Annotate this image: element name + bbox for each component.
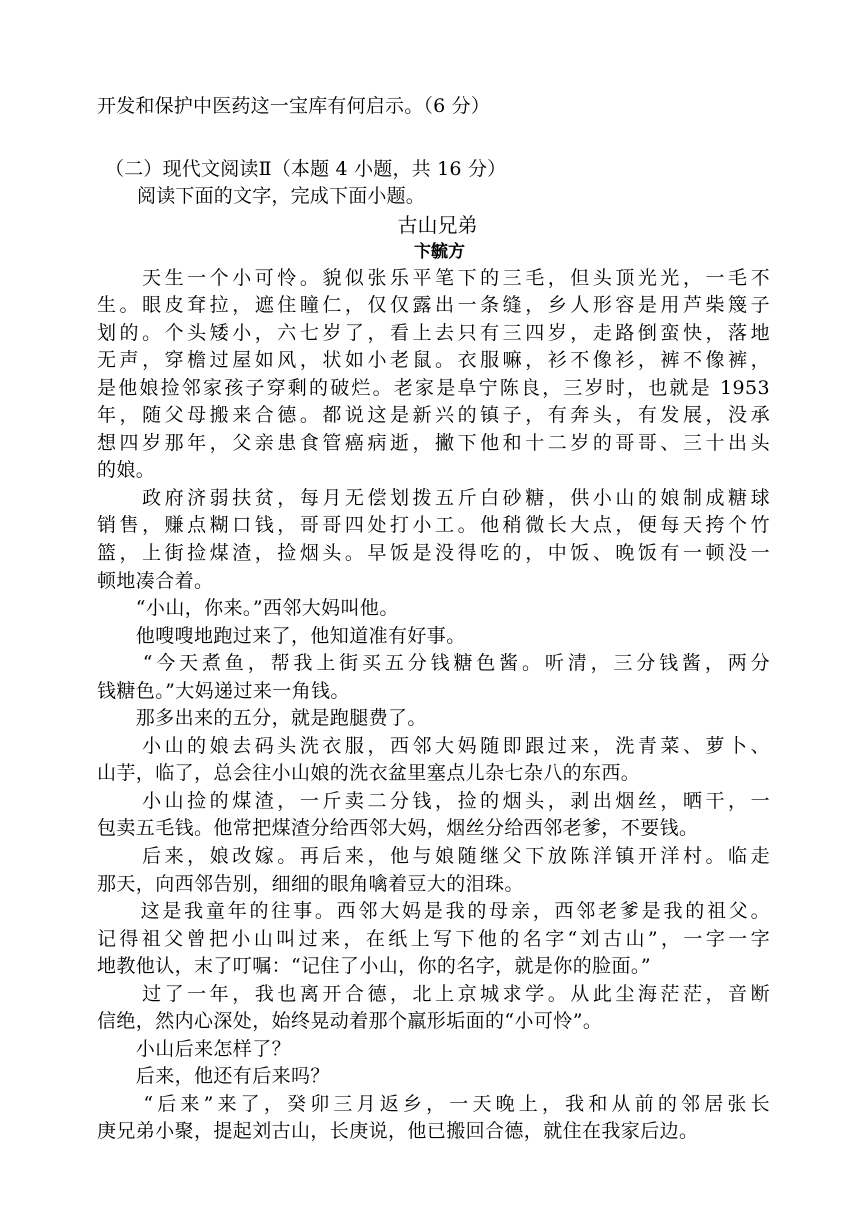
paragraph-line: 划的。个头矮小，六七岁了，看上去只有三四岁，走路倒蛮快，落地 bbox=[97, 321, 770, 344]
article-paragraph bbox=[97, 981, 770, 1036]
paragraph-line: 生。眼皮耷拉，遮住瞳仁，仅仅露出一条缝，乡人形容是用芦柴篾子 bbox=[97, 294, 770, 317]
article-title: 古山兄弟 bbox=[397, 212, 478, 237]
article-paragraph bbox=[97, 843, 770, 898]
paragraph-line: 无声，穿檐过屋如风，状如小老鼠。衣服嘛，衫不像衫，裤不像裤， bbox=[97, 349, 770, 372]
article-paragraph bbox=[97, 788, 770, 843]
article-paragraph bbox=[97, 265, 770, 485]
paragraph-line: “后来”来了，癸卯三月返乡，一天晚上，我和从前的邻居张长 bbox=[97, 1092, 770, 1115]
paragraph-line: 政府济弱扶贫，每月无偿划拨五斤白砂糖，供小山的娘制成糖球 bbox=[97, 486, 770, 509]
paragraph-line: 包卖五毛钱。他常把煤渣分给西邻大妈，烟丝分给西邻老爹，不要钱。 bbox=[97, 817, 699, 840]
paragraph-line: 想四岁那年，父亲患食管癌病逝，撇下他和十二岁的哥哥、三十出头 bbox=[97, 431, 770, 454]
article-author: 卞毓方 bbox=[414, 241, 465, 262]
reading-instruction: 阅读下面的文字，完成下面小题。 bbox=[137, 185, 426, 207]
section-heading: （二）现代文阅读Ⅱ（本题 4 小题，共 16 分） bbox=[105, 157, 507, 180]
article-paragraph bbox=[97, 898, 770, 981]
paragraph-line: 小山捡的煤渣，一斤卖二分钱，捡的烟头，剥出烟丝，晒干，一 bbox=[97, 789, 770, 812]
article-paragraph bbox=[97, 705, 770, 733]
paragraph-line: 庚兄弟小聚，提起刘古山，长庚说，他已搬回合德，就住在我家后边。 bbox=[97, 1120, 699, 1143]
paragraph-line: 后来，娘改嫁。再后来，他与娘随继父下放陈洋镇开洋村。临走 bbox=[97, 844, 770, 867]
paragraph-line: 后来，他还有后来吗？ bbox=[97, 1065, 330, 1088]
article-paragraph bbox=[97, 1091, 770, 1146]
paragraph-line: 那多出来的五分，就是跑腿费了。 bbox=[97, 707, 427, 730]
paragraph-line: 是他娘捡邻家孩子穿剩的破烂。老家是阜宁陈良，三岁时，也就是 1953 bbox=[97, 376, 770, 399]
article-paragraph bbox=[97, 733, 770, 788]
paragraph-line: 小山后来怎样了？ bbox=[97, 1037, 292, 1060]
paragraph-line: 记得祖父曾把小山叫过来，在纸上写下他的名字“刘古山”，一字一字 bbox=[97, 927, 770, 950]
paragraph-line: 这是我童年的往事。西邻大妈是我的母亲，西邻老爹是我的祖父。 bbox=[97, 900, 770, 923]
paragraph-line: 他嗖嗖地跑过来了，他知道准有好事。 bbox=[97, 624, 466, 647]
article-paragraph bbox=[97, 485, 770, 595]
paragraph-line: “今天煮鱼，帮我上街买五分钱糖色酱。听清，三分钱酱，两分 bbox=[97, 652, 770, 675]
paragraph-line: 篮，上街捡煤渣，捡烟头。早饭是没得吃的，中饭、晚饭有一顿没一 bbox=[97, 541, 770, 564]
paragraph-line: 过了一年，我也离开合德，北上京城求学。从此尘海茫茫，音断 bbox=[97, 982, 770, 1005]
article-paragraph bbox=[97, 650, 770, 705]
paragraph-line: 钱糖色。”大妈递过来一角钱。 bbox=[97, 679, 350, 702]
article-paragraph bbox=[97, 1036, 770, 1064]
paragraph-line: “小山，你来。”西邻大妈叫他。 bbox=[97, 597, 399, 620]
paragraph-line: 顿地凑合着。 bbox=[97, 569, 214, 592]
article-paragraph bbox=[97, 1063, 770, 1091]
paragraph-line: 那天，向西邻告别，细细的眼角噙着豆大的泪珠。 bbox=[97, 872, 524, 895]
question-text-line: 开发和保护中医药这一宝库有何启示。（6 分） bbox=[97, 95, 491, 117]
article-paragraph bbox=[97, 595, 770, 623]
paragraph-line: 年，随父母搬来合德。都说这是新兴的镇子，有奔头，有发展，没承 bbox=[97, 404, 770, 427]
paragraph-line: 山芋，临了，总会往小山娘的洗衣盆里塞点儿杂七杂八的东西。 bbox=[97, 762, 641, 785]
paragraph-line: 的娘。 bbox=[97, 459, 156, 482]
article-body bbox=[97, 265, 770, 1147]
paragraph-line: 地教他认，末了叮嘱：“记住了小山，你的名字，就是你的脸面。” bbox=[97, 955, 651, 978]
paragraph-line: 销售，赚点糊口钱，哥哥四处打小工。他稍微长大点，便每天挎个竹 bbox=[97, 514, 770, 537]
paragraph-line: 小山的娘去码头洗衣服，西邻大妈随即跟过来，洗青菜、萝卜、 bbox=[97, 734, 770, 757]
paragraph-line: 天生一个小可怜。貌似张乐平笔下的三毛，但头顶光光，一毛不 bbox=[97, 266, 770, 289]
paragraph-line: 信绝，然内心深处，始终晃动着那个羸形垢面的“小可怜”。 bbox=[97, 1010, 603, 1033]
article-paragraph bbox=[97, 623, 770, 651]
